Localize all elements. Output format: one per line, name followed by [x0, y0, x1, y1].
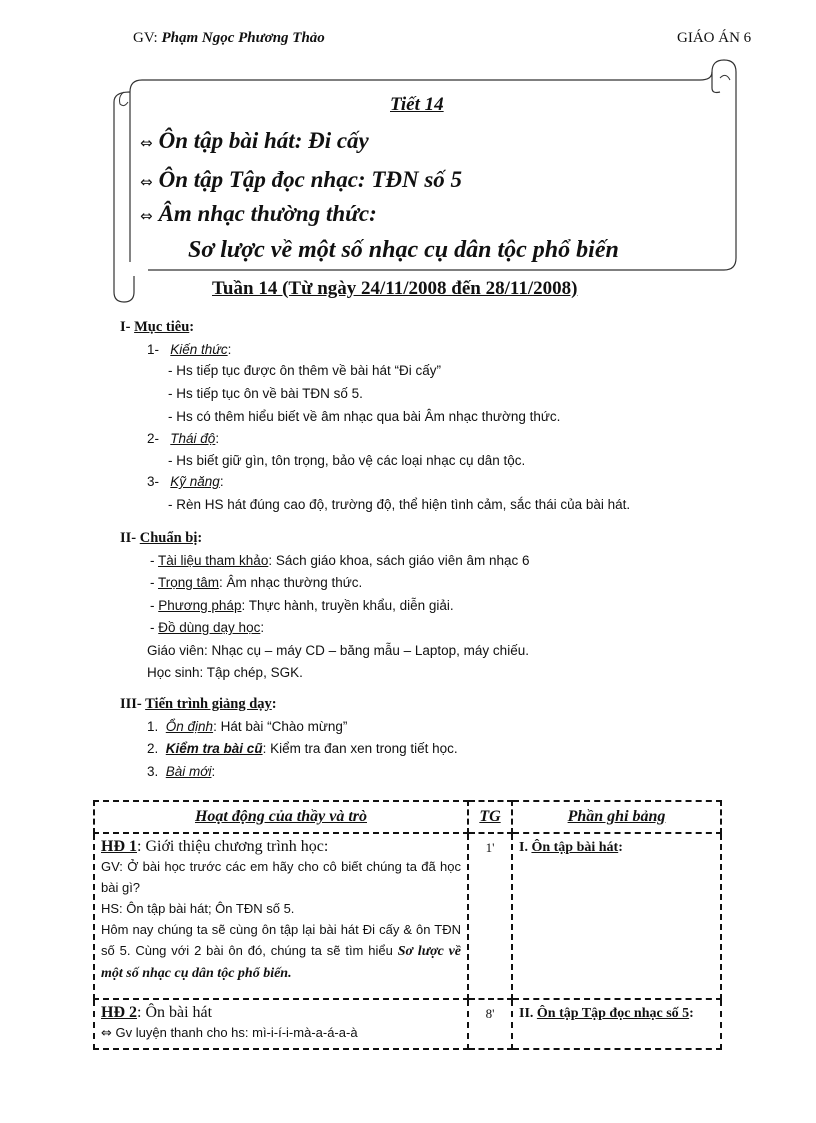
knowledge-line-3: - Hs có thêm hiểu biết về âm nhạc qua bài Âm nhạc thường thức. [168, 409, 561, 424]
knowledge-heading: 1- Kiến thức: [147, 342, 232, 357]
period-title: Tiết 14 [390, 94, 444, 115]
prep-teacher-tools: Giáo viên: Nhạc cụ – máy CD – băng mẫu – Laptop, máy chiếu. [147, 643, 529, 658]
knowledge-line-1: - Hs tiếp tục được ôn thêm về bài hát “Đi cấy” [168, 363, 441, 378]
col-time: TG [468, 801, 512, 833]
activity-cell-1 [94, 833, 468, 999]
scroll-item-3-sub: Sơ lược về một số nhạc cụ dân tộc phổ biến [188, 237, 619, 263]
arrow-icon: ⇔ [140, 173, 153, 191]
table-header-row [94, 801, 721, 833]
section-3-heading: III- Tiến trình giảng dạy: [120, 696, 277, 712]
time-cell-1: 1' [468, 833, 512, 999]
section-1-heading: I- Mục tiêu: [120, 319, 195, 335]
prep-method: - Phương pháp: Thực hành, truyền khẩu, diễn giải. [150, 598, 454, 613]
attitude-line-1: - Hs biết giữ gìn, tôn trọng, bảo vệ các loại nhạc cụ dân tộc. [168, 453, 526, 468]
knowledge-line-2: - Hs tiếp tục ôn về bài TĐN số 5. [168, 386, 363, 401]
hd2-body: ⇔ Gv luyện thanh cho hs: mì-i-í-i-mà-a-á-a-à [101, 1025, 358, 1041]
activity-cell-2 [94, 999, 468, 1049]
notes-cell-2: II. Ôn tập Tập đọc nhạc số 5: [512, 999, 721, 1049]
arrow-icon: ⇔ [101, 1026, 112, 1041]
hd1-heading: HĐ 1: Giới thiệu chương trình học: [101, 838, 329, 855]
skills-line-1: - Rèn HS hát đúng cao độ, trường độ, thể hiện tình cảm, sắc thái của bài hát. [168, 497, 631, 512]
page-header-teacher [133, 30, 325, 47]
notes-cell-1: I. Ôn tập bài hát: [512, 833, 721, 999]
step-1: 1. Ổn định: Hát bài “Chào mừng” [147, 719, 348, 734]
doc-label: GIÁO ÁN 6 [677, 30, 752, 46]
hd1-body: GV: Ở bài học trước các em hãy cho cô biết chúng ta đã học bài gì? HS: Ôn tập bài hát; Ôn TĐN số 5. Hôm nay chúng ta sẽ cùng ôn tập lại bài hát Đi cấy & ôn TĐN số 5. Cùng với 2 bài ôn đó, chúng ta sẽ tìm hiểu Sơ lược về một số nhạc cụ dân tộc phổ biến. [101, 859, 461, 981]
prep-focus: - Trọng tâm: Âm nhạc thường thức. [150, 575, 363, 590]
attitude-heading: 2- Thái độ: [147, 431, 220, 446]
step-2: 2. Kiểm tra bài cũ: Kiểm tra đan xen trong tiết học. [147, 741, 458, 756]
scroll-item-1: ⇔ Ôn tập bài hát: Đi cấy [140, 128, 369, 153]
prep-tools: - Đồ dùng dạy học: [150, 620, 265, 635]
col-board-notes: Phần ghi bảng [512, 801, 721, 833]
step-3: 3. Bài mới: [147, 764, 216, 779]
arrow-icon: ⇔ [140, 207, 153, 225]
week-title: Tuần 14 (Từ ngày 24/11/2008 đến 28/11/2008) [212, 278, 578, 299]
scroll-item-3: ⇔ Âm nhạc thường thức: [140, 201, 377, 226]
teacher-name: Phạm Ngọc Phương Thảo [161, 30, 325, 46]
scroll-item-2: ⇔ Ôn tập Tập đọc nhạc: TĐN số 5 [140, 167, 463, 192]
hd2-heading: HĐ 2: Ôn bài hát [101, 1004, 213, 1021]
teacher-label: GV: [133, 30, 158, 46]
arrow-icon: ⇔ [140, 134, 153, 152]
table-row [94, 833, 721, 999]
time-cell-2: 8' [468, 999, 512, 1049]
table-row [94, 999, 721, 1049]
col-activities: Hoạt động của thầy và trò [94, 801, 468, 833]
prep-student-tools: Học sinh: Tập chép, SGK. [147, 665, 303, 680]
prep-references: - Tài liệu tham khảo: Sách giáo khoa, sách giáo viên âm nhạc 6 [150, 553, 530, 568]
section-2-heading: II- Chuẩn bị: [120, 530, 203, 546]
skills-heading: 3- Kỹ năng: [147, 474, 224, 489]
lesson-table [93, 800, 722, 1050]
